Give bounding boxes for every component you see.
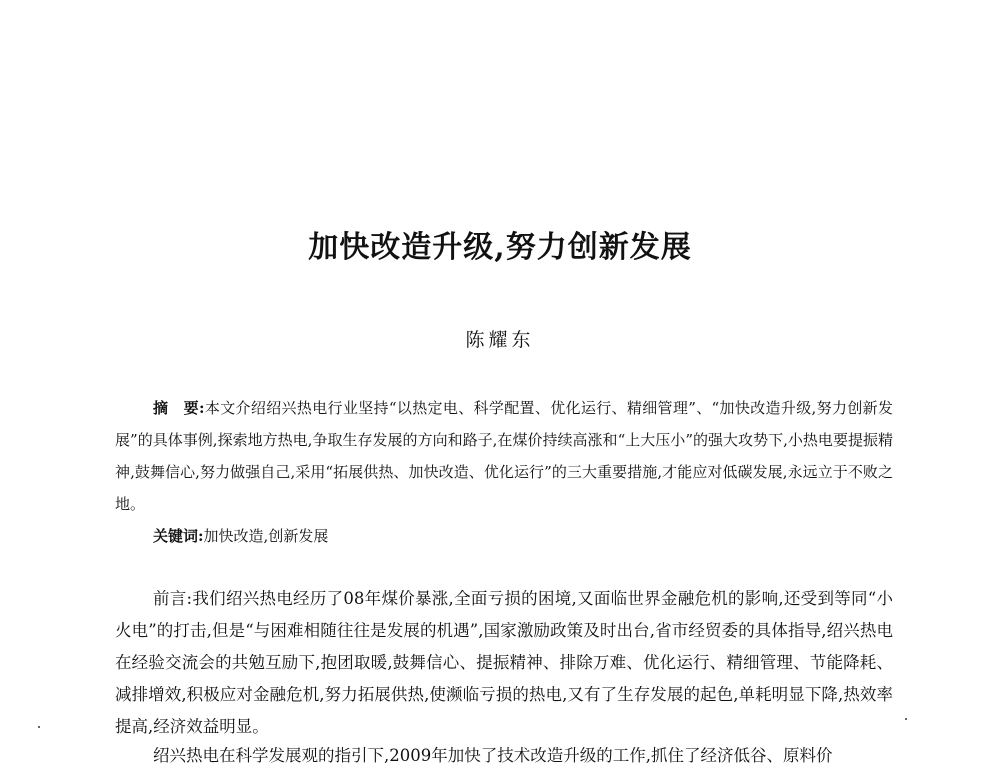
scan-speck bbox=[38, 726, 40, 728]
author-name: 陈耀东 bbox=[465, 329, 535, 351]
intro-paragraph: 前言:我们绍兴热电经历了08年煤价暴涨,全面亏损的困境,又面临世界金融危机的影响,还受到等同“小火电”的打击,但是“与困难相随往往是发展的机遇”,国家激励政策及时出台,省市经贸委的具体指导,绍兴热电在经验交流会的共勉互励下,抱团取暖,鼓舞信心、提振精神、排除万难、优化运行、精细管理、节能降耗、减排增效,积极应对金融危机,努力拓展供热,使濒临亏损的热电,又有了生存发展的起色,单耗明显下降,热效率提高,经济效益明显。 bbox=[115, 589, 893, 736]
keywords-label: 关键词: bbox=[153, 527, 204, 545]
abstract-label: 摘 要: bbox=[153, 399, 205, 417]
abstract-text: 本文介绍绍兴热电行业坚持“以热定电、科学配置、优化运行、精细管理”、“加快改造升级,努力创新发展”的具体事例,探索地方热电,争取生存发展的方向和路子,在煤价持续高涨和“上大压小”的强大攻势下,小热电要提振精神,鼓舞信心,努力做强自己,采用“拓展供热、加快改造、优化运行”的三大重要措施,才能应对低碳发展,永远立于不败之地。 bbox=[115, 399, 893, 513]
paper-title: 加快改造升级,努力创新发展 bbox=[308, 230, 692, 265]
keywords-text: 加快改造,创新发展 bbox=[203, 527, 329, 545]
next-paragraph: 绍兴热电在科学发展观的指引下,2009年加快了技术改造升级的工作,抓住了经济低谷、原料价 bbox=[153, 746, 833, 765]
keywords-line bbox=[153, 521, 893, 551]
scan-speck bbox=[905, 718, 907, 720]
abstract-paragraph bbox=[115, 392, 893, 520]
